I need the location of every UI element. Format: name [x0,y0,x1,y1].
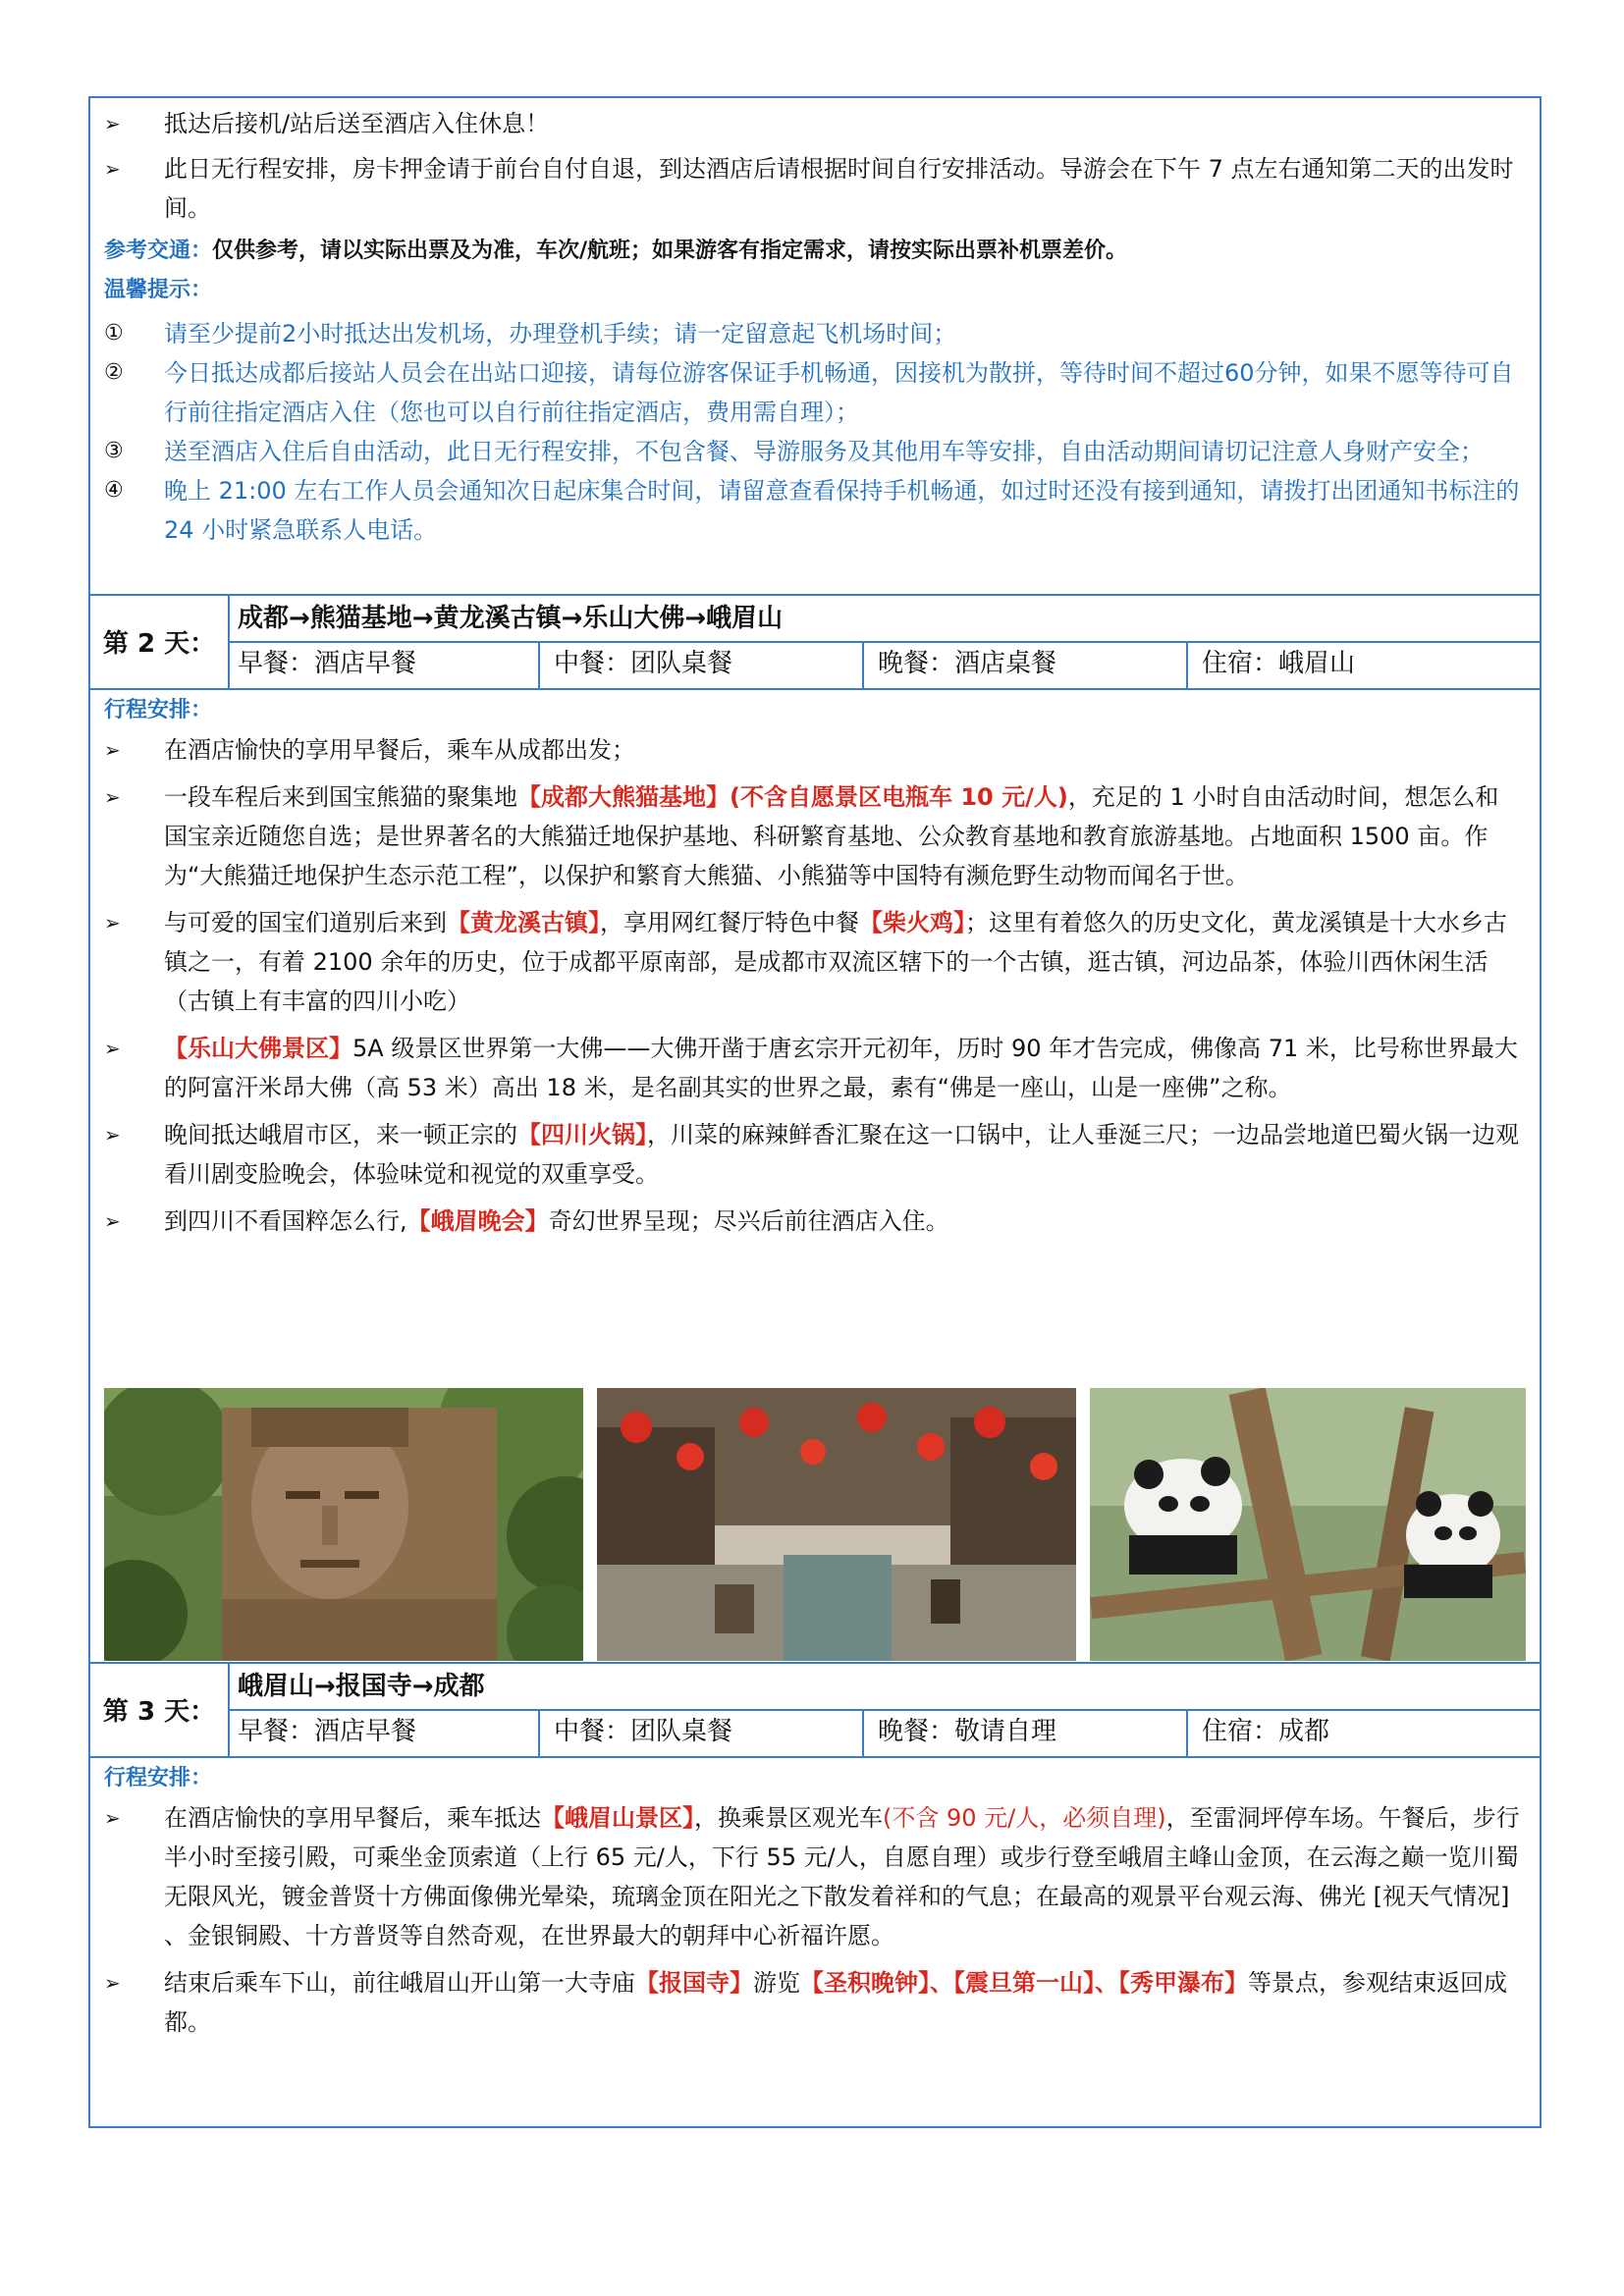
day2-bullet-3: ➢ 与可爱的国宝们道别后来到【黄龙溪古镇】，享用网红餐厅特色中餐【柴火鸡】；这里有着悠久的历史文化，黄龙溪镇是十大水乡古镇之一，有着 2100 余年的历史，位于成都平原南部，是成都市双流区辖下的一个古镇，逛古镇，河边品茶，体验川西休闲生活（古镇上有丰富的四川小吃） [104,909,1507,1015]
huanglongxi-highlight: 【黄龙溪古镇】 [447,909,600,936]
day3-bullet-1: ➢ 在酒店愉快的享用早餐后，乘车抵达【峨眉山景区】，换乘景区观光车(不含 90 元/人，必须自理)，至雷洞坪停车场。午餐后，步行半小时至接引殿，可乘坐金顶索道（上行 65 元/人，下行 55 元/人，自愿自理）或步行登至峨眉主峰山金顶，在云海之巅一览川蜀无限风光，镀金普贤十方佛面像佛光晕染，琉璃金顶在阳光之下散发着祥和的气息；在最高的观景平台观云海、佛光 [视天气情况] 、金银铜殿、十方普贤等自然奇观，在世界最大的朝拜中心祈福许愿。 [104,1804,1520,1949]
leshan-giant-buddha-photo [104,1388,583,1661]
huanglongxi-old-town-photo [597,1388,1076,1661]
panda-base-photo [1090,1388,1526,1661]
day2-bullet-1: ➢ 在酒店愉快的享用早餐后，乘车从成都出发； [104,736,635,764]
baoguo-temple-highlight: 【报国寺】 [635,1969,753,1997]
day2-schedule-label: 行程安排： [104,698,213,722]
day2-bullet-6: ➢ 到四川不看国粹怎么行,【峨眉晚会】奇幻世界呈现；尽兴后前往酒店入住。 [104,1207,949,1235]
day3-lodging: 住宿：成都 [1202,1717,1330,1746]
bullet-marker: ➢ [104,157,121,181]
day2-dinner: 晚餐：酒店桌餐 [878,649,1057,678]
day3-schedule-label: 行程安排： [104,1766,213,1790]
bullet-marker: ➢ [104,112,121,135]
day3-label: 第 3 天： [102,1696,216,1727]
emei-show-highlight: 【峨眉晚会】 [406,1207,549,1235]
panda-base-highlight: 【成都大熊猫基地】(不含自愿景区电瓶车 10 元/人) [517,783,1068,811]
day2-label: 第 2 天： [102,628,216,659]
day2-bullet-5: ➢ 晚间抵达峨眉市区，来一顿正宗的【四川火锅】，川菜的麻辣鲜香汇聚在这一口锅中，让人垂涎三尺；一边品尝地道巴蜀火锅一边观看川剧变脸晚会，体验味觉和视觉的双重享受。 [104,1121,1519,1188]
day2-bullet-4: ➢ 【乐山大佛景区】5A 级景区世界第一大佛——大佛开凿于唐玄宗开元初年，历时 90 年才告完成，佛像高 71 米，比号称世界最大的阿富汗米昂大佛（高 53 米）高出 18 米，是名副其实的世界之最，素有“佛是一座山，山是一座佛”之称。 [104,1035,1518,1101]
day2-schedule [90,691,1540,1241]
day2-bullet-2: ➢ 一段车程后来到国宝熊猫的聚集地【成都大熊猫基地】(不含自愿景区电瓶车 10 元/人)，充足的 1 小时自由活动时间，想怎么和国宝亲近随您自选；是世界著名的大熊猫迁地保护基地、科研繁育基地、公众教育基地和教育旅游基地。占地面积 1500 亩。作为“大熊猫迁地保护生态示范工程”，以保护和繁育大熊猫、小熊猫等中国特有濒危野生动物而闻名于世。 [104,783,1499,889]
traffic-text: 仅供参考，请以实际出票及为准，车次/航班；如果游客有指定需求，请按实际出票补机票差价。 [212,239,1128,263]
emei-scenic-highlight: 【峨眉山景区】 [541,1804,694,1832]
tip-1: ① 请至少提前2小时抵达出发机场，办理登机手续；请一定留意起飞机场时间； [104,320,957,347]
day3-dinner: 晚餐：敬请自理 [878,1717,1057,1746]
shuttle-fee-note: (不含 90 元/人，必须自理) [883,1804,1166,1832]
tip-3: ③ 送至酒店入住后自由活动，此日无行程安排，不包含餐、导游服务及其他用车等安排，自由活动期间请切记注意人身财产安全； [104,438,1484,465]
firewood-chicken-highlight: 【柴火鸡】 [859,909,965,936]
arrival-section [90,104,1540,550]
traffic-label: 参考交通： [104,239,213,263]
traffic-note [90,232,1540,271]
photo-strip [90,1388,1540,1661]
day3-schedule [90,1759,1540,2042]
day3-route: 峨眉山→报国寺→成都 [238,1672,485,1701]
hotpot-highlight: 【四川火锅】 [517,1121,647,1148]
leshan-buddha-highlight: 【乐山大佛景区】 [164,1035,352,1062]
day2-lodging: 住宿：峨眉山 [1202,649,1356,678]
day2-breakfast: 早餐：酒店早餐 [238,649,417,678]
day3-breakfast: 早餐：酒店早餐 [238,1717,417,1746]
scenic-spots-highlight: 【圣积晚钟】、【震旦第一山】、【秀甲瀑布】 [800,1969,1248,1997]
day2-lunch: 中餐：团队桌餐 [554,649,733,678]
tip-4: ④ 晚上 21:00 左右工作人员会通知次日起床集合时间，请留意查看保持手机畅通，如过时还没有接到通知，请拨打出团通知书标注的 24 小时紧急联系人电话。 [104,477,1520,544]
day3-lunch: 中餐：团队桌餐 [554,1717,733,1746]
day3-bullet-2: ➢ 结束后乘车下山，前往峨眉山开山第一大寺庙【报国寺】游览【圣积晚钟】、【震旦第一山】、【秀甲瀑布】等景点，参观结束返回成都。 [104,1969,1507,2036]
arrival-bullet-1: ➢ 抵达后接机/站后送至酒店入住休息！ [90,104,1540,143]
tip-2: ② 今日抵达成都后接站人员会在出站口迎接，请每位游客保证手机畅通，因接机为散拼，等待时间不超过60分钟，如果不愿等待可自行前往指定酒店入住（您也可以自行前往指定酒店，费用需自理）； [104,359,1514,426]
day2-route: 成都→熊猫基地→黄龙溪古镇→乐山大佛→峨眉山 [238,604,784,633]
arrival-bullet-2: ➢ 此日无行程安排，房卡押金请于前台自付自退，到达酒店后请根据时间自行安排活动。导游会在下午 7 点左右通知第二天的出发时间。 [90,149,1540,228]
tips-label: 温馨提示： [104,278,213,302]
itinerary-frame [88,96,1542,2128]
